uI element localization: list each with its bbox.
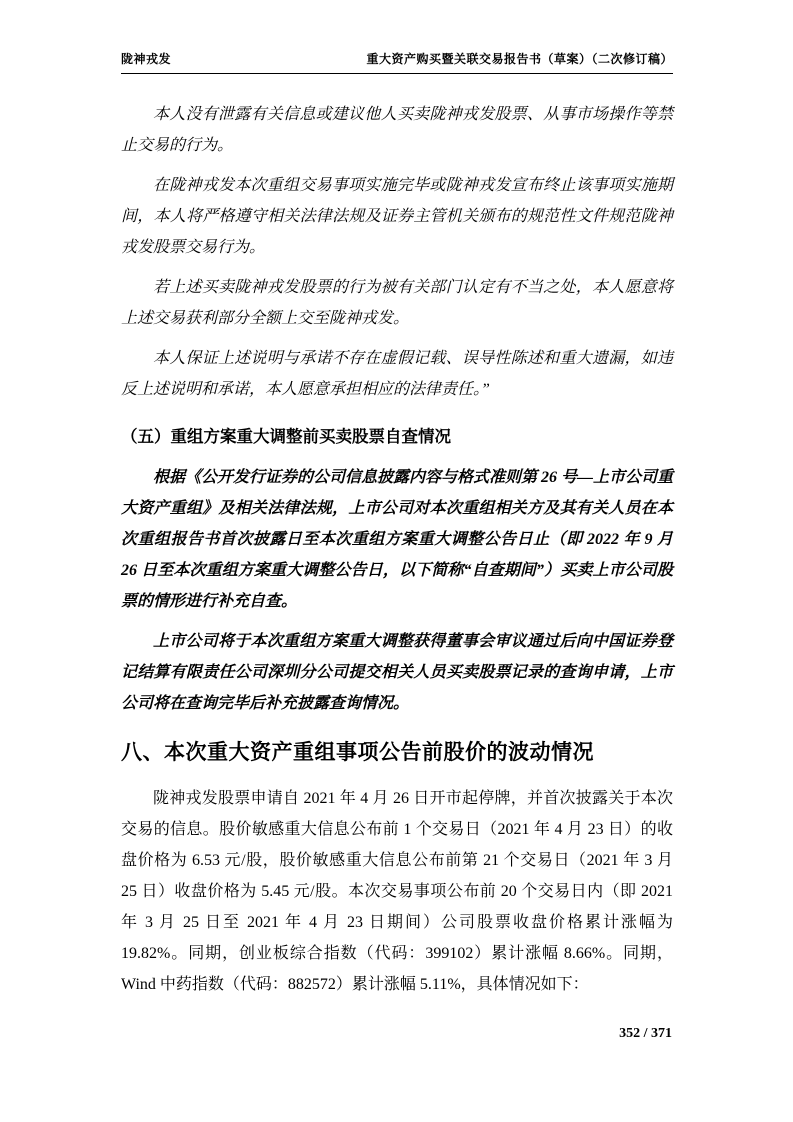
paragraph-pledge-surrender-profit: 若上述买卖陇神戎发股票的行为被有关部门认定有不当之处，本人愿意将上述交易获利部分全额上交至陇神戎发。 <box>121 279 673 327</box>
paragraph-price-fluctuation-detail: 陇神戎发股票申请自 2021 年 4 月 26 日开市起停牌，并首次披露关于本次交易的信息。股价敏感重大信息公布前 1 个交易日（2021 年 4 月 23 日）的收盘价格为 6.53 元/股，股价敏感重大信息公布前第 21 个交易日（2021 年 3 月 25 日）收盘价格为 5.45 元/股。本次交易事项公布前 20 个交易日内（即 2021 年 3 月 25 日至 2021 年 4 月 23 日期间）公司股票收盘价格累计涨幅为 19.82%。同期，创业板综合指数（代码：399102）累计涨幅 8.66%。同期，Wind 中药指数（代码：882572）累计涨幅 5.11%，具体情况如下： <box>121 790 673 993</box>
chapter-heading-8-price-fluctuation: 八、本次重大资产重组事项公告前股价的波动情况 <box>121 741 594 764</box>
section-heading-5-self-inspection: （五）重组方案重大调整前买卖股票自查情况 <box>121 427 451 446</box>
paragraph-pledge-compliance: 在陇神戎发本次重组交易事项实施完毕或陇神戎发宣布终止该事项实施期间，本人将严格遵守相关法律法规及证券主管机关颁布的规范性文件规范陇神戎发股票交易行为。 <box>121 177 673 256</box>
paragraph-query-application: 上市公司将于本次重组方案重大调整获得董事会审议通过后向中国证券登记结算有限责任公司深圳分公司提交相关人员买卖股票记录的查询申请，上市公司将在查询完毕后补充披露查询情况。 <box>121 633 673 712</box>
header-company-name: 陇神戎发 <box>121 52 172 66</box>
page-content <box>121 99 673 1000</box>
page-header <box>121 50 673 74</box>
paragraph-pledge-liability: 本人保证上述说明与承诺不存在虚假记载、误导性陈述和重大遗漏，如违反上述说明和承诺，本人愿意承担相应的法律责任。” <box>121 350 673 398</box>
page-number: 352 / 371 <box>619 1026 672 1041</box>
header-report-title: 重大资产购买暨关联交易报告书（草案）（二次修订稿） <box>366 52 673 66</box>
paragraph-self-inspection-basis: 根据《公开发行证券的公司信息披露内容与格式准则第 26 号—上市公司重大资产重组》及相关法律法规，上市公司对本次重组相关方及其有关人员在本次重组报告书首次披露日至本次重组方案重大调整公告日止（即 2022 年 9 月 26 日至本次重组方案重大调整公告日，以下简称“自查期间”）买卖上市公司股票的情形进行补充自查。 <box>121 469 674 610</box>
paragraph-pledge-no-leak: 本人没有泄露有关信息或建议他人买卖陇神戎发股票、从事市场操作等禁止交易的行为。 <box>121 106 673 154</box>
